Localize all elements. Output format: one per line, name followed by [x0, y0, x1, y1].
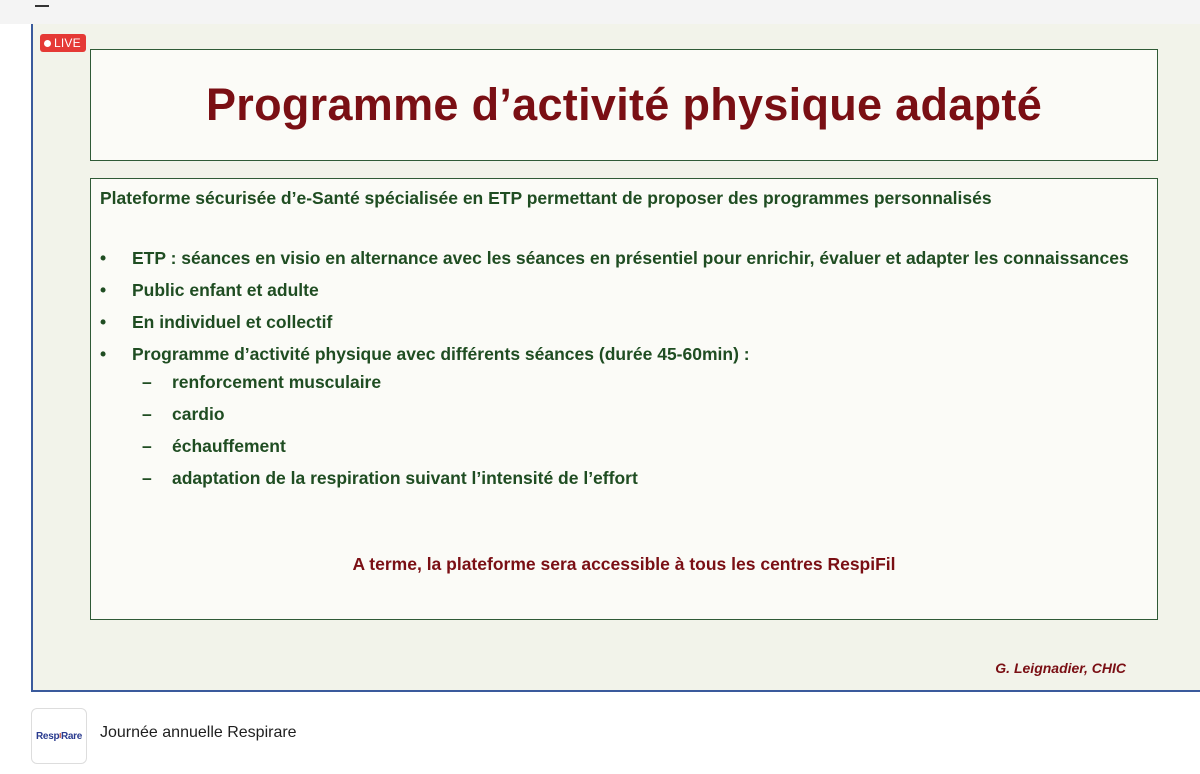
bullet-text: En individuel et collectif	[132, 312, 333, 332]
sub-bullet-text: adaptation de la respiration suivant l’intensité de l’effort	[172, 468, 638, 488]
bullet-item	[100, 309, 1140, 335]
slide-closing-note: A terme, la plateforme sera accessible à tous les centres RespiFil	[352, 554, 896, 574]
bullet-text: Programme d’activité physique avec différents séances (durée 45-60min) :	[132, 344, 750, 364]
channel-logo[interactable]	[31, 708, 87, 764]
sub-bullet-item	[142, 433, 1140, 459]
slide-content-box	[90, 178, 1158, 620]
dash-icon: –	[142, 404, 152, 424]
bullet-item	[100, 245, 1140, 271]
video-player[interactable]	[31, 24, 1200, 692]
bullet-text: ETP : séances en visio en alternance avec les séances en présentiel pour enrichir, évaluer et adapter les connaissances	[132, 248, 1129, 268]
dash-icon: –	[142, 436, 152, 456]
slide-author: G. Leignadier, CHIC	[995, 660, 1126, 676]
bullet-list	[100, 245, 1140, 497]
slide-intro: Plateforme sécurisée d’e-Santé spécialisée en ETP permettant de proposer des programmes personnalisés	[100, 188, 992, 208]
bullet-icon: •	[100, 248, 107, 268]
sub-bullet-list	[142, 369, 1140, 491]
logo-sub-text: I	[59, 732, 61, 740]
live-badge	[40, 34, 86, 52]
sub-bullet-item	[142, 401, 1140, 427]
bullet-icon: •	[100, 344, 107, 364]
sub-bullet-text: échauffement	[172, 436, 286, 456]
sub-bullet-item	[142, 465, 1140, 491]
bullet-item	[100, 341, 1140, 491]
bullet-item	[100, 277, 1140, 303]
slide-title: Programme d’activité physique adapté	[205, 79, 1043, 130]
channel-name[interactable]: Journée annuelle Respirare	[100, 724, 297, 741]
slide-title-box	[90, 49, 1158, 161]
bullet-icon: •	[100, 280, 107, 300]
logo-text: Resp	[36, 730, 60, 742]
live-label: LIVE	[54, 36, 81, 50]
channel-bar	[0, 700, 1200, 774]
live-dot-icon	[44, 40, 51, 47]
sub-bullet-text: renforcement musculaire	[172, 372, 382, 392]
bullet-text: Public enfant et adulte	[132, 280, 319, 300]
bullet-icon: •	[100, 312, 107, 332]
dash-icon: –	[142, 372, 152, 392]
logo-text-2: Rare	[60, 730, 82, 742]
menu-icon[interactable]	[35, 5, 49, 7]
sub-bullet-item	[142, 369, 1140, 395]
sub-bullet-text: cardio	[172, 404, 225, 424]
dash-icon: –	[142, 468, 152, 488]
top-bar	[0, 0, 1200, 24]
